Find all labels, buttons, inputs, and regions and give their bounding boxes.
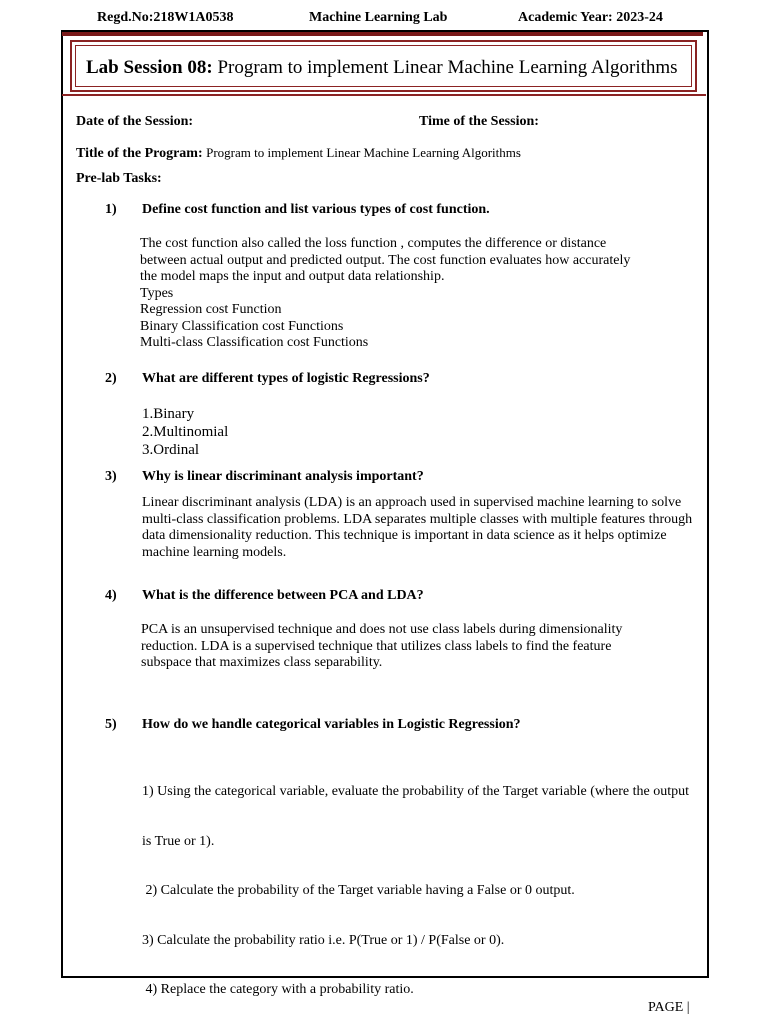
answer-line: multi-class classification problems. LDA separates multiple classes with multiple features through	[142, 511, 693, 527]
answer-line: subspace that maximizes class separability.	[141, 655, 383, 670]
answer-line: Binary Classification cost Functions	[140, 318, 344, 334]
prelab-label: Pre-lab Tasks:	[76, 171, 162, 186]
lab-session-title	[86, 57, 678, 79]
lab-session-name: Program to implement Linear Machine Learning Algorithms	[217, 57, 678, 78]
list-item: 3.Ordinal	[142, 442, 200, 458]
question-text: How do we handle categorical variables in Logistic Regression?	[142, 717, 521, 732]
answer-line: The cost function also called the loss function , computes the difference or distance	[140, 236, 607, 251]
answer-block	[142, 405, 228, 459]
title-band	[62, 32, 703, 36]
answer-line: Regression cost Function	[140, 302, 282, 317]
answer-line: between actual output and predicted output. The cost function evaluates how accurately	[140, 252, 631, 268]
answer-line: 2) Calculate the probability of the Target variable having a False or 0 output.	[142, 883, 575, 898]
date-label: Date of the Session:	[76, 114, 194, 129]
answer-line: data dimensionality reduction. This technique is important in data science as it helps optimize	[142, 528, 667, 543]
answer-line: Multi-class Classification cost Functions	[140, 335, 369, 350]
answer-line: machine learning models.	[142, 544, 287, 560]
answer-line: the model maps the input and output data relationship.	[140, 269, 445, 284]
question-text: Why is linear discriminant analysis important?	[142, 469, 424, 484]
answer-block	[141, 622, 622, 672]
list-item: 2.Multinomial	[142, 424, 229, 440]
question-number: 1)	[105, 202, 117, 217]
header-regd: Regd.No:218W1A0538	[97, 10, 234, 25]
program-label: Title of the Program:	[76, 146, 203, 161]
question-number: 4)	[105, 588, 117, 603]
program-title-row	[76, 145, 521, 162]
lab-session-label: Lab Session 08:	[86, 57, 213, 78]
answer-block	[142, 751, 689, 1015]
page-number: PAGE |	[648, 1000, 690, 1015]
question-text: What is the difference between PCA and LDA?	[142, 588, 424, 603]
header-year: Academic Year: 2023-24	[518, 10, 663, 25]
question-number: 2)	[105, 371, 117, 386]
time-label: Time of the Session:	[419, 114, 539, 129]
answer-block	[142, 495, 692, 561]
answer-line: Linear discriminant analysis (LDA) is an approach used in supervised machine learning to solve	[142, 495, 682, 510]
question-text: What are different types of logistic Regressions?	[142, 371, 430, 386]
question-number: 3)	[105, 469, 117, 484]
question-number: 5)	[105, 717, 117, 732]
answer-line: 4) Replace the category with a probability ratio.	[142, 982, 414, 997]
answer-line: PCA is an unsupervised technique and does not use class labels during dimensionality	[141, 622, 623, 637]
answer-block	[140, 236, 630, 352]
answer-line: Types	[140, 285, 174, 301]
answer-line: 1) Using the categorical variable, evaluate the probability of the Target variable (where the output	[142, 784, 690, 799]
header-course: Machine Learning Lab	[309, 10, 448, 25]
answer-line: is True or 1).	[142, 833, 215, 849]
answer-line: reduction. LDA is a supervised technique that utilizes class labels to find the feature	[141, 638, 612, 654]
title-divider	[62, 94, 706, 96]
answer-line: 3) Calculate the probability ratio i.e. P(True or 1) / P(False or 0).	[142, 932, 505, 948]
question-text: Define cost function and list various types of cost function.	[142, 202, 490, 217]
list-item: 1.Binary	[142, 406, 195, 422]
program-title: Program to implement Linear Machine Learning Algorithms	[206, 145, 521, 160]
